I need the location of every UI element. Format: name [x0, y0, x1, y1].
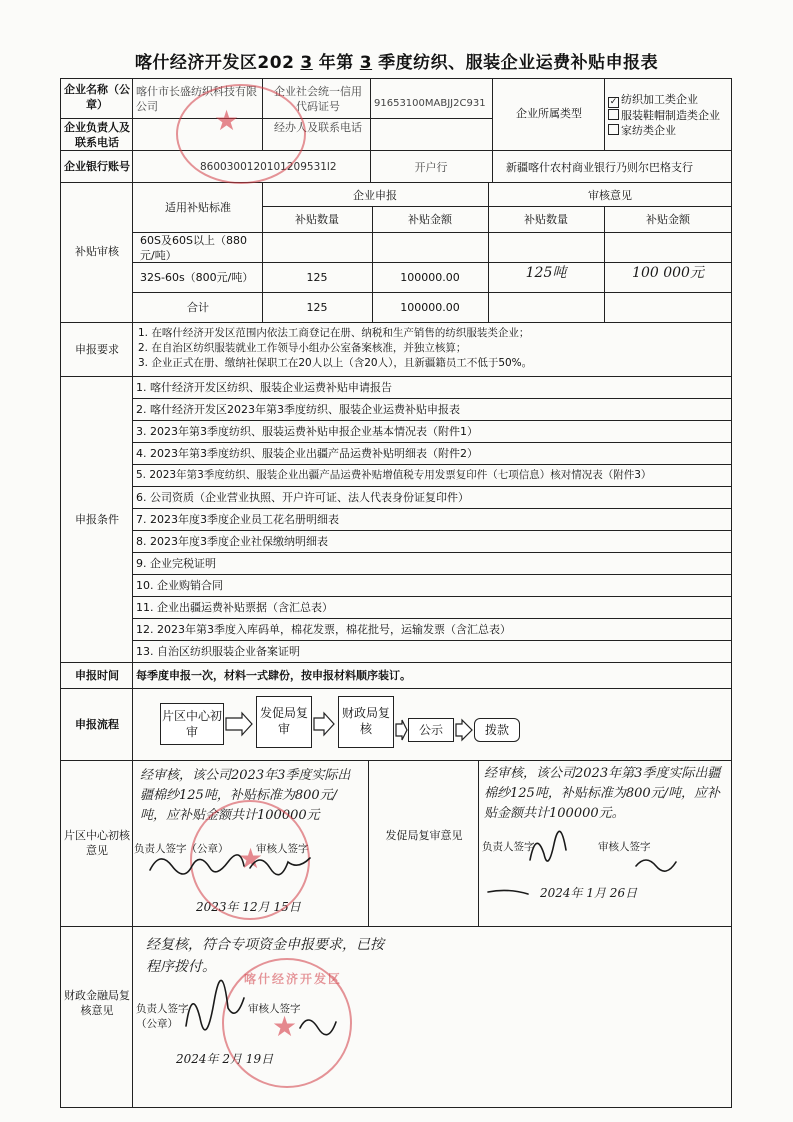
company-name-value: 喀什市长盛纺织科技有限公司 — [136, 85, 257, 113]
standard-row-2: 32S-60s（800元/吨） — [140, 271, 254, 284]
credit-code-value: 91653100MABJJ2C931 — [374, 98, 486, 109]
district-date: 2023年 12月 15日 — [196, 900, 301, 914]
seal-star-icon: ★ — [272, 1010, 298, 1043]
bureau-date: 2024年 1月 26日 — [540, 886, 638, 900]
condition-item-6: 6. 公司资质（企业营业执照、开户许可证、法人代表身份证复印件） — [136, 491, 469, 504]
review-header: 审核意见 — [588, 189, 632, 202]
flow-step-finance: 财政局复核 — [338, 696, 394, 748]
title-year-digit: 3 — [300, 53, 313, 73]
apply-qty-header: 补贴数量 — [295, 213, 339, 226]
condition-item-3: 3. 2023年第3季度纺织、服装运费补贴申报企业基本情况表（附件1） — [136, 425, 478, 438]
apply-amount-header: 补贴金额 — [408, 213, 452, 226]
credit-code-label: 企业社会统一信用代码证号 — [274, 85, 362, 113]
conditions-label: 申报条件 — [75, 513, 119, 526]
finance-leader-sign-label: 负责人签字（公章） — [136, 1003, 189, 1030]
total-label: 合计 — [187, 301, 209, 314]
review-amount-header: 补贴金额 — [646, 213, 690, 226]
condition-item-7: 7. 2023年度3季度企业员工花名册明细表 — [136, 513, 339, 526]
district-review-label: 片区中心初核意见 — [64, 829, 130, 857]
total-qty: 125 — [306, 301, 328, 314]
timing-text: 每季度申报一次，材料一式肆份，按申报材料顺序装订。 — [136, 669, 411, 682]
leader-contact-label: 企业负责人及联系电话 — [64, 121, 130, 149]
flow-step-disburse: 拨款 — [474, 718, 520, 742]
finance-seal-text: 喀什经济开发区 — [244, 972, 343, 986]
review-qty-header: 补贴数量 — [524, 213, 568, 226]
review-amount-row-2: 100 000元 — [632, 265, 704, 281]
bank-label: 开户行 — [414, 161, 448, 174]
process-label: 申报流程 — [75, 718, 119, 731]
type-option-label: 家纺类企业 — [621, 124, 676, 137]
finance-review-handwriting: 经复核，符合专项资金申报要求，已按程序拨付。 — [146, 937, 384, 975]
requirement-item-3: 3. 企业正式在册、缴纳社保职工在20人以上（含20人），且新疆籍员工不低于50%。 — [138, 357, 533, 369]
requirement-item-2: 2. 在自治区纺织服装就业工作领导小组办公室备案核准，并独立核算； — [138, 342, 467, 354]
flow-step-publicize: 公示 — [408, 718, 454, 742]
bureau-review-label: 发促局复审意见 — [385, 829, 463, 842]
bureau-review-handwriting: 经审核，该公司2023年第3季度实际出疆棉纱125吨，补贴标准为800元/吨，应补贴金额共计100000元。 — [484, 766, 721, 821]
bank-account-value: 8600300120101209531l2 — [200, 161, 337, 173]
condition-item-10: 10. 企业购销合同 — [136, 579, 223, 592]
type-option-label: 服装鞋帽制造类企业 — [621, 109, 720, 122]
subsidy-section-label: 补贴审核 — [75, 245, 119, 258]
review-qty-row-2: 125吨 — [525, 265, 567, 281]
seal-star-icon: ★ — [238, 842, 264, 875]
condition-item-12: 12. 2023年第3季度入库码单，棉花发票，棉花批号，运输发票（含汇总表） — [136, 623, 511, 636]
district-leader-sign-label: 负责人签字（公章） — [134, 843, 229, 855]
requirement-item-1: 1. 在喀什经济开发区范围内依法工商登记在册、纳税和生产销售的纺织服装类企业； — [138, 327, 530, 339]
handler-contact-label: 经办人及联系电话 — [274, 121, 362, 134]
district-review-handwriting: 经审核，该公司2023年3季度实际出疆棉纱125吨，补贴标准为800元/吨，应补贴金额共计100000元 — [140, 768, 351, 823]
title-quarter: 3 — [359, 53, 373, 73]
bank-value: 新疆喀什农村商业银行乃则尔巴格支行 — [506, 161, 693, 174]
bureau-reviewer-sign-label: 审核人签字 — [598, 841, 651, 853]
condition-item-4: 4. 2023年第3季度纺织、服装企业出疆产品运费补贴明细表（附件2） — [136, 447, 478, 460]
total-amount: 100000.00 — [400, 301, 460, 314]
apply-qty-row-2: 125 — [306, 271, 328, 284]
title-mid: 年第 — [318, 53, 354, 73]
condition-item-8: 8. 2023年度3季度企业社保缴纳明细表 — [136, 535, 328, 548]
finance-reviewer-sign-label: 审核人签字 — [248, 1003, 301, 1015]
title-prefix: 喀什经济开发区202 — [134, 53, 295, 73]
finance-date: 2024年 2月 19日 — [176, 1052, 274, 1066]
bureau-leader-sign-label: 负责人签字 — [482, 841, 535, 853]
finance-review-label: 财政金融局复核意见 — [64, 989, 130, 1017]
timing-label: 申报时间 — [75, 669, 119, 682]
type-option-label: 纺织加工类企业 — [621, 93, 698, 106]
company-name-label: 企业名称（公章） — [64, 83, 130, 111]
flow-step-bureau: 发促局复审 — [256, 696, 312, 748]
requirements-label: 申报要求 — [75, 343, 119, 356]
condition-item-2: 2. 喀什经济开发区2023年第3季度纺织、服装企业运费补贴申报表 — [136, 403, 460, 416]
district-reviewer-sign-label: 审核人签字 — [256, 843, 309, 855]
seal-star-icon: ★ — [214, 104, 240, 137]
condition-item-5: 5. 2023年第3季度纺织、服装企业出疆产品运费补贴增值税专用发票复印件（七项信息）核对情况表（附件3） — [136, 469, 652, 481]
condition-item-11: 11. 企业出疆运费补贴票据（含汇总表） — [136, 601, 333, 614]
condition-item-9: 9. 企业完税证明 — [136, 557, 216, 570]
apply-amount-row-2: 100000.00 — [400, 271, 460, 284]
bank-account-label: 企业银行账号 — [64, 160, 130, 173]
condition-item-1: 1. 喀什经济开发区纺织、服装企业运费补贴申请报告 — [136, 381, 392, 394]
flow-step-district: 片区中心初审 — [160, 703, 224, 745]
condition-item-13: 13. 自治区纺织服装企业备案证明 — [136, 645, 300, 658]
apply-header: 企业申报 — [353, 189, 397, 202]
company-type-label: 企业所属类型 — [516, 107, 582, 120]
standard-header: 适用补贴标准 — [165, 201, 231, 214]
checkbox-icon: ✓ — [609, 97, 618, 107]
title-suffix: 季度纺织、服装企业运费补贴申报表 — [378, 53, 659, 73]
standard-row-1: 60S及60S以上（880元/吨） — [140, 234, 247, 262]
